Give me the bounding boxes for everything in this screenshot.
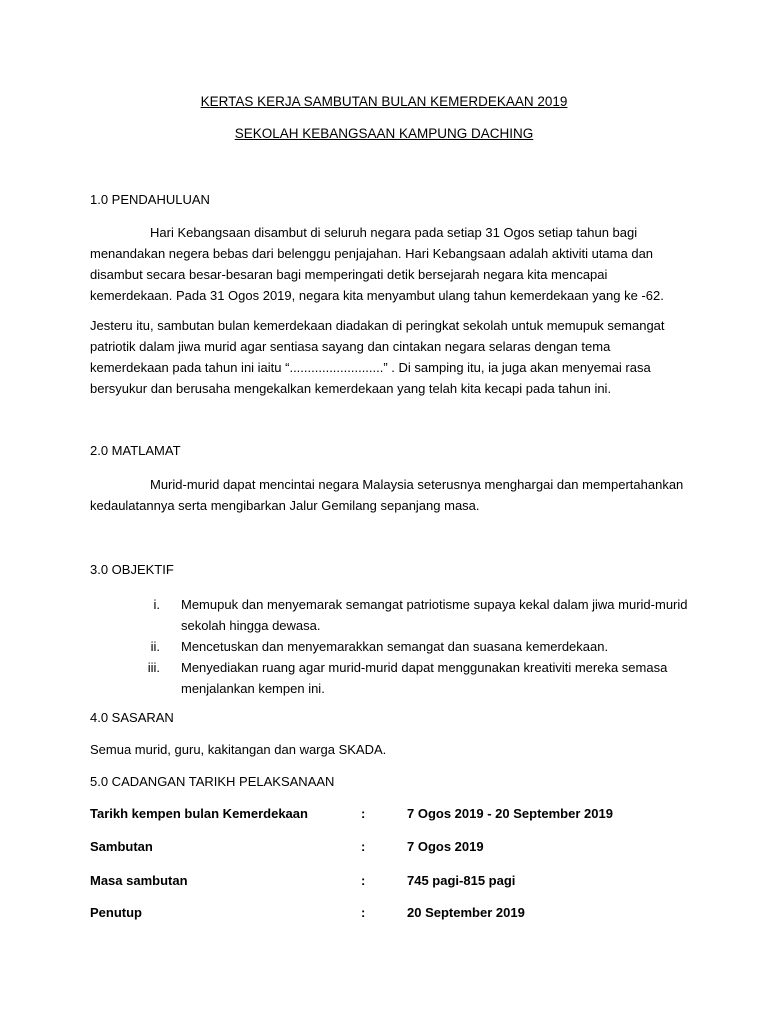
schedule-value: 7 Ogos 2019 - 20 September 2019 <box>407 806 613 821</box>
section-heading-sasaran: 4.0 SASARAN <box>90 710 174 725</box>
schedule-value: 745 pagi-815 pagi <box>407 873 516 888</box>
document-title: KERTAS KERJA SAMBUTAN BULAN KEMERDEKAAN 2019 <box>200 94 568 109</box>
pendahuluan-paragraph-1: Hari Kebangsaan disambut di seluruh negara pada setiap 31 Ogos setiap tahun bagi menandakan negera bebas dari belenggu penjajahan. Hari Kebangsaan adalah aktiviti utama dan disambut secara besar-besaran bagi memperingati detik bersejarah negara kita mencapai kemerdekaan. Pada 31 Ogos 2019, negara kita menyambut ulang tahun kemerdekaan yang ke -62. <box>90 225 664 303</box>
schedule-value: 20 September 2019 <box>407 905 525 920</box>
schedule-value: 7 Ogos 2019 <box>407 839 484 854</box>
schedule-label: Masa sambutan <box>90 873 188 888</box>
sasaran-paragraph: Semua murid, guru, kakitangan dan warga SKADA. <box>90 742 387 757</box>
list-item-number: i. <box>153 597 160 612</box>
list-item-number: iii. <box>147 660 160 675</box>
schedule-colon: : <box>361 873 366 888</box>
schedule-label: Tarikh kempen bulan Kemerdekaan <box>90 806 308 821</box>
schedule-label: Penutup <box>90 905 142 920</box>
school-name-title: SEKOLAH KEBANGSAAN KAMPUNG DACHING <box>234 126 534 141</box>
list-item-text: Menyediakan ruang agar murid-murid dapat menggunakan kreativiti mereka semasa menjalankan kempen ini. <box>181 660 668 696</box>
schedule-colon: : <box>361 839 366 854</box>
section-heading-cadangan-tarikh: 5.0 CADANGAN TARIKH PELAKSANAAN <box>90 774 335 789</box>
objektif-list <box>130 594 690 699</box>
section-heading-pendahuluan: 1.0 PENDAHULUAN <box>90 192 210 207</box>
list-item <box>130 594 690 636</box>
section-heading-matlamat: 2.0 MATLAMAT <box>90 443 181 458</box>
schedule-label: Sambutan <box>90 839 153 854</box>
pendahuluan-paragraph-2: Jesteru itu, sambutan bulan kemerdekaan diadakan di peringkat sekolah untuk memupuk semangat patriotik dalam jiwa murid agar sentiasa sayang dan cintakan negara selaras dengan tema kemerdekaan pada tahun ini iaitu “..........................” . Di samping itu, ia juga akan menyemai rasa bersyukur dan berusaha mengekalkan kemerdekaan yang telah kita kecapi pada tahun ini. <box>90 318 665 396</box>
list-item <box>130 657 690 699</box>
list-item <box>130 636 690 657</box>
matlamat-paragraph: Murid-murid dapat mencintai negara Malaysia seterusnya menghargai dan mempertahankan kedaulatannya serta mengibarkan Jalur Gemilang sepanjang masa. <box>90 477 684 513</box>
list-item-number: ii. <box>150 639 160 654</box>
list-item-text: Mencetuskan dan menyemarakkan semangat dan suasana kemerdekaan. <box>181 639 609 654</box>
schedule-colon: : <box>361 905 366 920</box>
schedule-colon: : <box>361 806 366 821</box>
list-item-text: Memupuk dan menyemarak semangat patriotisme supaya kekal dalam jiwa murid-murid sekolah hingga dewasa. <box>181 597 688 633</box>
section-heading-objektif: 3.0 OBJEKTIF <box>90 562 174 577</box>
